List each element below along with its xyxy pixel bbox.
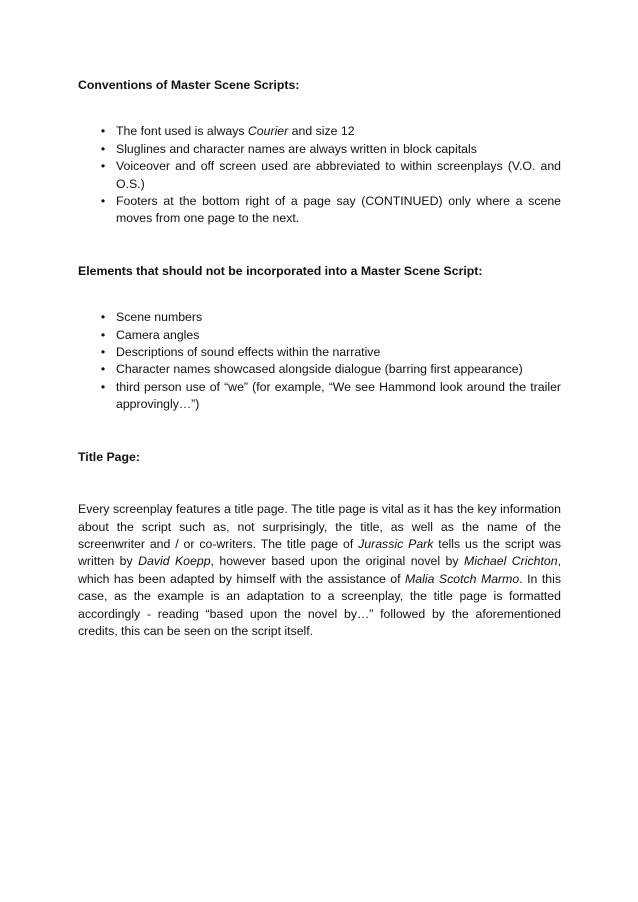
list-item-text: Sluglines and character names are always written in block capitals <box>116 141 477 156</box>
list-item <box>78 344 561 361</box>
bullet-icon: • <box>100 124 106 139</box>
list-item-italic: Courier <box>247 124 289 139</box>
list-item <box>78 327 561 344</box>
conventions-list <box>78 123 561 227</box>
bullet-icon: • <box>100 345 106 360</box>
list-item-text: Camera angles <box>116 327 200 342</box>
list-item <box>78 193 561 228</box>
list-item-text: Scene numbers <box>116 310 203 325</box>
bullet-icon: • <box>100 141 106 156</box>
list-item <box>78 158 561 193</box>
list-item <box>78 361 561 378</box>
list-item-text: Footers at the bottom right of a page say (CONTINUED) only where a scene moves from one page to the next. <box>116 194 561 226</box>
list-item-text: and size 12 <box>288 124 355 139</box>
bullet-icon: • <box>100 159 106 174</box>
paragraph-text: Every screenplay features a title page. The title page is vital as it has the key information about the script such as, not surprisingly, the title, as well as the name of the screenwriter and / or co-writers. The title page of <box>78 502 561 551</box>
document-content <box>78 68 561 653</box>
list-item <box>78 123 561 140</box>
list-item-text: third person use of “we” (for example, “We see Hammond look around the trailer approvingly…”) <box>116 379 561 412</box>
paragraph-text: tells us the script was written by <box>78 536 561 569</box>
list-item-text: Character names showcased alongside dialogue (barring first appearance) <box>116 362 523 377</box>
list-item <box>78 141 561 158</box>
section-heading-elements: Elements that should not be incorporated into a Master Scene Script: <box>78 263 483 278</box>
list-item <box>78 309 561 326</box>
bullet-icon: • <box>100 379 106 394</box>
screenwriter-name: David Koepp <box>138 554 211 569</box>
section-heading-title-page: Title Page: <box>78 449 140 464</box>
co-writer-name: Malia Scotch Marmo <box>405 571 520 586</box>
bullet-icon: • <box>100 194 106 209</box>
section-heading-conventions: Conventions of Master Scene Scripts: <box>78 78 300 92</box>
list-item <box>78 379 561 414</box>
list-item-text: Voiceover and off screen used are abbreviated to within screenplays (V.O. and O.S.) <box>116 159 561 191</box>
list-item-text: The font used is always <box>116 124 248 139</box>
film-title: Jurassic Park <box>358 536 434 551</box>
elements-list <box>78 309 561 413</box>
bullet-icon: • <box>100 327 106 342</box>
paragraph-text: , which has been adapted by himself with the assistance of <box>78 554 561 586</box>
list-item-text: Descriptions of sound effects within the narrative <box>116 345 381 360</box>
novelist-name: Michael Crichton <box>463 554 558 569</box>
bullet-icon: • <box>100 310 106 325</box>
title-page-paragraph <box>78 501 561 640</box>
paragraph-text: . In this case, as the example is an adaptation to a screenplay, the title page is formatted accordingly - reading “based upon the novel by…” followed by the aforementioned credits, this can be seen on the script itself. <box>78 571 561 638</box>
bullet-icon: • <box>100 362 106 377</box>
paragraph-text: , however based upon the original novel by <box>210 554 464 569</box>
